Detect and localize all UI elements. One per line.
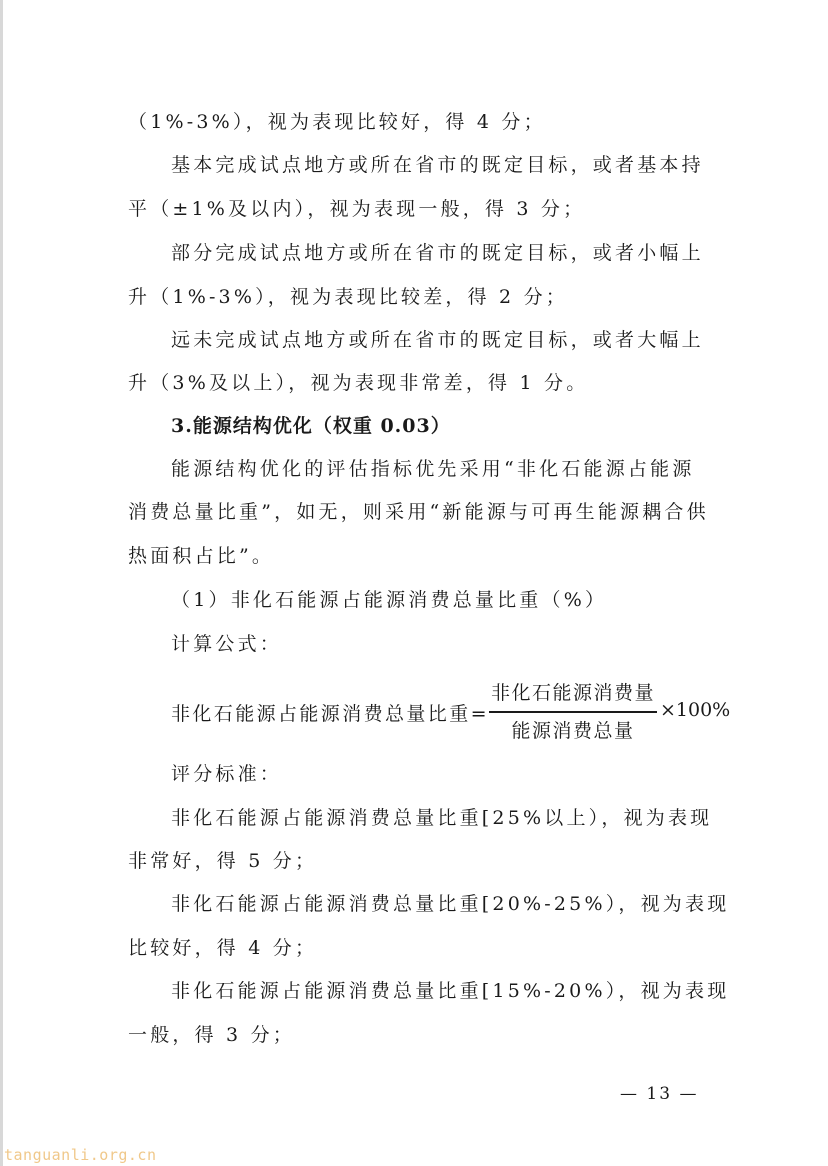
paragraph-line: 远未完成试点地方或所在省市的既定目标，或者大幅上 (171, 329, 704, 351)
formula-rhs: ×100% (660, 699, 731, 721)
formula-denominator: 能源消费总量 (511, 720, 635, 742)
page-left-border (0, 0, 3, 1166)
paragraph-line: 非常好，得 5 分； (128, 850, 318, 872)
subsection-heading: （1）非化石能源占能源消费总量比重（%） (171, 589, 608, 611)
paragraph-line: 热面积占比”。 (128, 545, 275, 567)
fraction-bar (489, 711, 657, 713)
paragraph-line: 比较好，得 4 分； (128, 937, 318, 959)
paragraph-line: 非化石能源占能源消费总量比重[25%以上），视为表现 (171, 807, 713, 829)
paragraph-line: （1%-3%），视为表现比较好，得 4 分； (128, 111, 546, 133)
section-heading: 3.能源结构优化（权重 0.03） (171, 415, 451, 437)
paragraph-line: 消费总量比重”，如无，则采用“新能源与可再生能源耦合供 (128, 501, 709, 523)
formula-label: 计算公式： (171, 633, 283, 655)
paragraph-line: 非化石能源占能源消费总量比重[20%-25%），视为表现 (171, 893, 730, 915)
paragraph-line: 基本完成试点地方或所在省市的既定目标，或者基本持 (171, 154, 704, 176)
paragraph-line: 平（±1%及以内），视为表现一般，得 3 分； (128, 198, 586, 220)
paragraph-line: 一般，得 3 分； (128, 1024, 295, 1046)
paragraph-line: 部分完成试点地方或所在省市的既定目标，或者小幅上 (171, 242, 704, 264)
watermark-text: tanguanli.org.cn (4, 1146, 157, 1164)
paragraph-line: 能源结构优化的评估指标优先采用“非化石能源占能源 (171, 458, 695, 480)
paragraph-line: 非化石能源占能源消费总量比重[15%-20%），视为表现 (171, 980, 730, 1002)
page-number: — 13 — (620, 1084, 699, 1104)
formula-numerator: 非化石能源消费量 (490, 682, 655, 704)
paragraph-line: 升（1%-3%），视为表现比较差，得 2 分； (128, 286, 568, 308)
scoring-label: 评分标准： (171, 763, 283, 785)
formula-lhs: 非化石能源占能源消费总量比重= (171, 703, 489, 725)
paragraph-line: 升（3%及以上），视为表现非常差，得 1 分。 (128, 372, 589, 394)
